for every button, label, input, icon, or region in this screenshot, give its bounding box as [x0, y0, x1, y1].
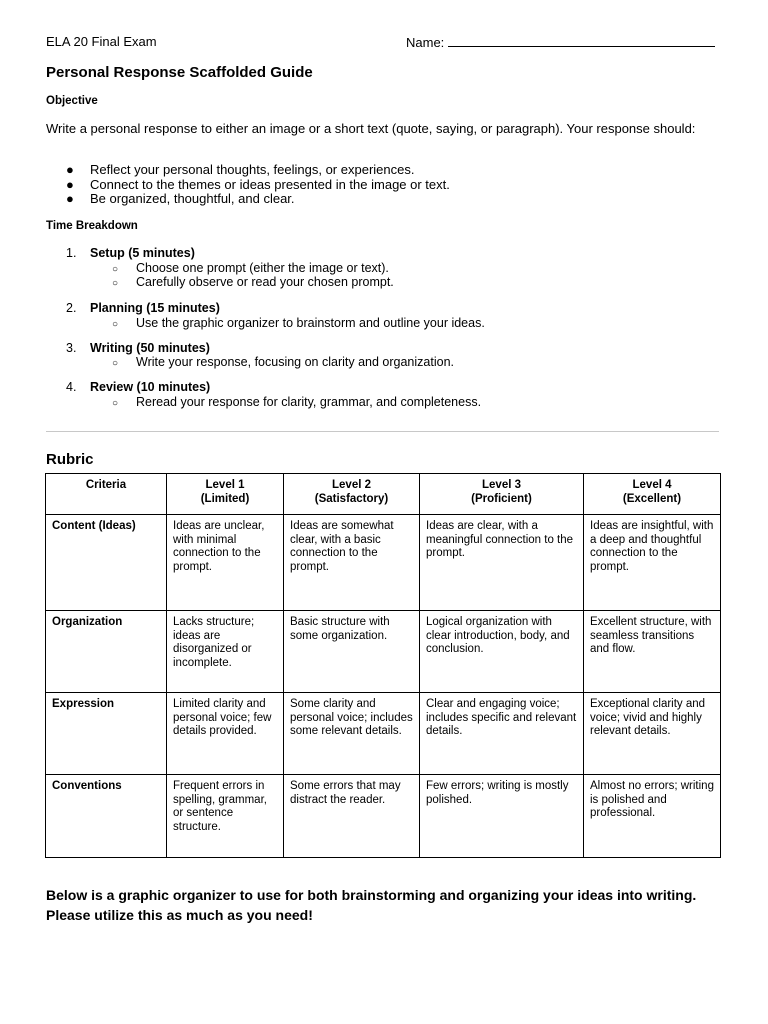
name-label: Name:	[406, 35, 445, 50]
criteria-cell: Conventions	[46, 775, 167, 858]
rubric-header-row	[46, 474, 721, 515]
rubric-cell: Basic structure with some organization.	[284, 611, 420, 693]
table-row	[46, 515, 721, 611]
rubric-cell: Ideas are insightful, with a deep and thoughtful connection to the prompt.	[584, 515, 721, 611]
page-title: Personal Response Scaffolded Guide	[46, 64, 313, 81]
objective-text: Write a personal response to either an image or a short text (quote, saying, or paragraph). Your response should:	[46, 121, 696, 136]
rubric-cell: Lacks structure; ideas are disorganized or incomplete.	[167, 611, 284, 693]
step-setup: 1. Setup (5 minutes)	[66, 246, 195, 260]
divider	[46, 431, 719, 432]
name-line[interactable]	[448, 34, 715, 47]
rubric-cell: Few errors; writing is mostly polished.	[420, 775, 584, 858]
list-item: ● Reflect your personal thoughts, feelings, or experiences.	[66, 162, 415, 177]
rubric-cell: Some clarity and personal voice; includes some relevant details.	[284, 693, 420, 775]
table-row	[46, 693, 721, 775]
list-item: ● Connect to the themes or ideas presented in the image or text.	[66, 176, 450, 192]
step-setup-sub: ○ Choose one prompt (either the image or text).	[112, 261, 389, 275]
rubric-heading: Rubric	[46, 451, 94, 468]
time-heading: Time Breakdown	[46, 220, 138, 232]
list-item: ● Be organized, thoughtful, and clear.	[66, 191, 295, 206]
rubric-cell: Almost no errors; writing is polished and professional.	[584, 775, 721, 858]
rubric-table	[45, 473, 721, 858]
criteria-cell: Content (Ideas)	[46, 515, 167, 611]
name-field[interactable]	[406, 34, 726, 50]
header-level-1: Level 1 (Limited)	[167, 474, 284, 515]
header-criteria: Criteria	[46, 474, 167, 515]
rubric-cell: Logical organization with clear introduction, body, and conclusion.	[420, 611, 584, 693]
rubric-cell: Limited clarity and personal voice; few details provided.	[167, 693, 284, 775]
step-setup-sub: ○ Carefully observe or read your chosen prompt.	[112, 275, 394, 289]
criteria-cell: Organization	[46, 611, 167, 693]
rubric-cell: Ideas are clear, with a meaningful connection to the prompt.	[420, 515, 584, 611]
step-writing: 3. Writing (50 minutes)	[66, 341, 210, 355]
objective-heading: Objective	[46, 95, 98, 107]
rubric-cell: Clear and engaging voice; includes specific and relevant details.	[420, 693, 584, 775]
table-row	[46, 775, 721, 858]
header-level-3: Level 3 (Proficient)	[420, 474, 584, 515]
objective-bullets	[66, 163, 450, 207]
step-writing-sub: ○ Write your response, focusing on clarity and organization.	[112, 355, 454, 369]
rubric-cell: Ideas are unclear, with minimal connection to the prompt.	[167, 515, 284, 611]
criteria-cell: Expression	[46, 693, 167, 775]
step-planning: 2. Planning (15 minutes)	[66, 301, 220, 315]
step-planning-sub: ○ Use the graphic organizer to brainstorm and outline your ideas.	[112, 316, 485, 330]
rubric-cell: Some errors that may distract the reader.	[284, 775, 420, 858]
rubric-cell: Ideas are somewhat clear, with a basic connection to the prompt.	[284, 515, 420, 611]
header-level-2: Level 2 (Satisfactory)	[284, 474, 420, 515]
step-review: 4. Review (10 minutes)	[66, 380, 211, 394]
rubric-cell: Frequent errors in spelling, grammar, or sentence structure.	[167, 775, 284, 858]
step-review-sub: ○ Reread your response for clarity, grammar, and completeness.	[112, 395, 482, 409]
rubric-cell: Exceptional clarity and voice; vivid and highly relevant details.	[584, 693, 721, 775]
exam-title: ELA 20 Final Exam	[46, 34, 157, 49]
rubric-cell: Excellent structure, with seamless transitions and flow.	[584, 611, 721, 693]
header-level-4: Level 4 (Excellent)	[584, 474, 721, 515]
table-row	[46, 611, 721, 693]
organizer-intro: Below is a graphic organizer to use for both brainstorming and organizing your ideas into writing. Please utilize this as much as you need!	[46, 887, 697, 923]
